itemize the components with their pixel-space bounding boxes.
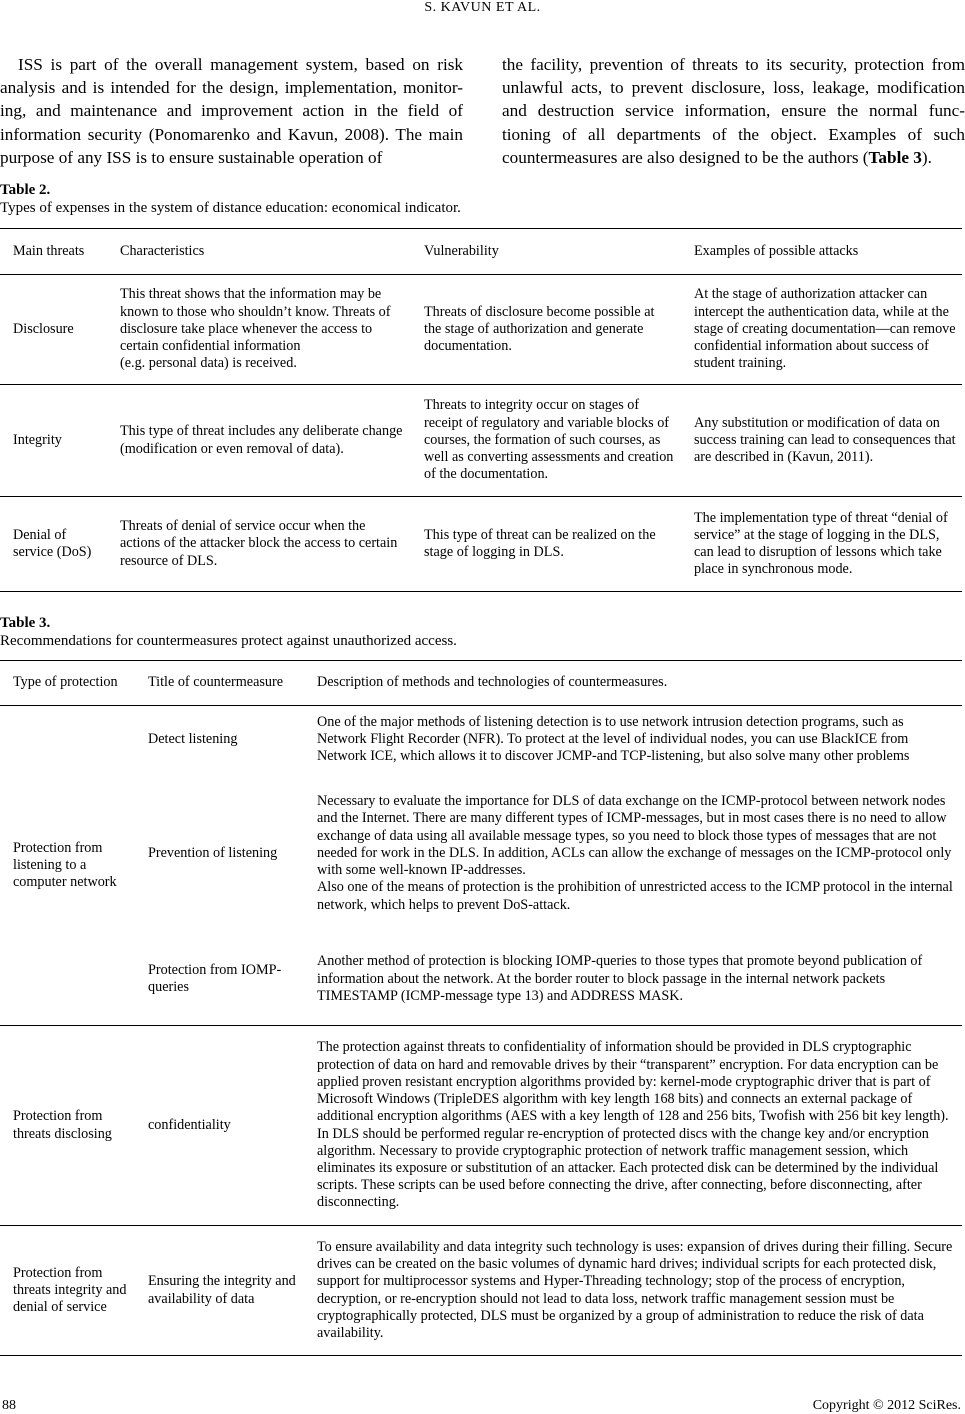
table-2-header-cell: Vulnerability	[411, 229, 681, 275]
table-2-row	[0, 275, 962, 385]
characteristics-cell: Threats of denial of service occur when the actions of the attacker block the access to certain resource of DLS.	[107, 497, 411, 592]
protection-type-cell: Protection from threats integrity and denial of service	[0, 1226, 135, 1356]
table-3-header-cell: Type of protection	[0, 661, 135, 706]
vulnerability-cell: Threats to integrity occur on stages of receipt of regulatory and variable blocks of courses, the formation of such courses, as well as converting assessments and creation of the documentation.	[411, 385, 681, 497]
vulnerability-cell: Threats of disclosure become possible at the stage of authorization and generate documentation.	[411, 275, 681, 385]
table-2-header-cell: Characteristics	[107, 229, 411, 275]
characteristics-cell: This threat shows that the information may be known to those who shouldn’t know. Threats of disclosure take place whenever the access to certain confidential information (e.g. personal data) is received.	[107, 275, 411, 385]
table-2-row	[0, 497, 962, 592]
table-2-header-row	[0, 229, 962, 275]
countermeasure-title-cell: Prevention of listening	[148, 844, 278, 861]
threat-cell: Integrity	[0, 385, 107, 497]
countermeasure-description-cell: The protection against threats to confidentiality of information should be provided in DLS cryptographic protection of data on hard and removable drives by their “transparent” encryption. For data encryption can be applied proven resistant encryption algorithms provided by: kernel-mode cryptographic driver that is part of Microsoft Windows (TripleDES algorithm with key length 168 bits) and connects an external package of additional encryption algorithms (AES with a key length of 128 and 256 bits, Twofish with 256 bit key length). In DLS should be performed regular re-encryption of protected discs with the change key and/or encryption algorithm. Necessary to provide cryptographic protection of network traffic management session, which eliminates its exposure or substitution of an attacker. Each protected disk can be determined by the individual scripts. These scripts can be used before connecting the drive, after connecting, before disconnecting, after disconnecting.	[304, 1026, 962, 1226]
table-3-label: Table 3.	[0, 615, 51, 631]
table-3-title: Recommendations for countermeasures protect against unauthorized access.	[0, 633, 457, 649]
intro-right-text: the facility, prevention of threats to its security, protection from unlawful acts, to prevent disclosure, loss, leakage, modification and destruction service information, ensure the normal func-tioning of all departments of the object. Examples of such countermeasures are also designed to be the authors (	[502, 55, 965, 167]
intro-left-column	[0, 53, 463, 169]
table-2-caption	[0, 181, 965, 217]
protection-type-cell: Protection from threats disclosing	[0, 1026, 135, 1226]
countermeasure-title-cell: Detect listening	[135, 706, 304, 774]
examples-cell: At the stage of authorization attacker can intercept the authentication data, while at the stage of creating documentation—can remove confidential information about success of student training.	[681, 275, 962, 385]
examples-cell: The implementation type of threat “denial of service” at the stage of logging in the DLS, can lead to disruption of lessons which take place in synchronous mode.	[681, 497, 962, 592]
threat-cell: Disclosure	[0, 275, 107, 385]
table-3-row	[0, 706, 962, 774]
intro-text	[0, 53, 965, 169]
examples-cell: Any substitution or modification of data on success training can lead to consequences that are described in (Kavun, 2011).	[681, 385, 962, 497]
protection-type-cell: Protection from listening to a computer network	[0, 706, 135, 1026]
table-3-row	[0, 774, 962, 934]
copyright-notice: Copyright © 2012 SciRes.	[812, 1398, 961, 1413]
table-3-row	[0, 934, 962, 1026]
countermeasure-description-cell: To ensure availability and data integrity such technology is uses: expansion of drives during their filling. Secure drives can be created on the basic volumes of dynamic hard drives; individual scripts for each protected disk, support for multiprocessor systems and Hyper-Threading technology; stop of the process of encryption, decryption, or re-encryption should not lead to data loss, network traffic management session must be cryptographically protected, DLS must be organized by a group of administration to reduce the risk of data availability.	[304, 1226, 962, 1356]
table-3-header-cell: Description of methods and technologies of countermeasures.	[304, 661, 962, 706]
table-3-caption	[0, 614, 965, 650]
countermeasure-title-cell: Protection from IOMP-queries	[148, 962, 282, 996]
intro-right-column	[502, 53, 965, 169]
countermeasure-title-cell: confidentiality	[135, 1026, 304, 1226]
table-2-label: Table 2.	[0, 182, 51, 198]
countermeasure-description-cell: Necessary to evaluate the importance for DLS of data exchange on the ICMP-protocol between network nodes and the Internet. There are many different types of ICMP-messages, but in most cases there is no need to allow exchange of data using all available message types, so you need to block those types of messages that are not needed for work in the DLS. In addition, ACLs can allow the exchange of messages on the ICMP-protocol only with some well-known IP-addresses. Also one of the means of protection is the prohibition of unrestricted access to the ICMP protocol in the internal network, which helps to prevent DoS-attack.	[317, 793, 953, 913]
table-3-row	[0, 1226, 962, 1356]
table-2-header-cell: Main threats	[0, 229, 107, 275]
intro-right-paragraph	[502, 53, 965, 169]
table-2-header-cell: Examples of possible attacks	[681, 229, 962, 275]
intro-left-paragraph: ISS is part of the overall management system, based on risk analysis and is intended for the design, implementation, monitor-ing, and maintenance and improvement action in the field of information security (Ponomarenko and Kavun, 2008). The main purpose of any ISS is to ensure sustainable operation of	[0, 55, 463, 167]
threat-cell: Denial of service (DoS)	[0, 497, 107, 592]
vulnerability-cell: This type of threat can be realized on the stage of logging in DLS.	[411, 497, 681, 592]
running-head: S. KAVUN ET AL.	[424, 0, 541, 15]
page-number: 88	[2, 1398, 16, 1413]
table-2-title: Types of expenses in the system of distance education: economical indicator.	[0, 200, 461, 216]
table-2	[0, 228, 962, 592]
table-3-header-row	[0, 661, 962, 706]
table-3-header-cell: Title of countermeasure	[135, 661, 304, 706]
characteristics-cell: This type of threat includes any deliberate change (modification or even removal of data).	[107, 385, 411, 497]
table-3-row	[0, 1026, 962, 1226]
table-3	[0, 660, 962, 1356]
countermeasure-title-cell: Ensuring the integrity and availability of data	[135, 1226, 304, 1356]
intro-right-end: ).	[921, 147, 932, 167]
table-2-row	[0, 385, 962, 497]
table-3-reference: Table 3	[868, 147, 922, 167]
countermeasure-description-cell: One of the major methods of listening detection is to use network intrusion detection programs, such as Network Flight Recorder (NFR). To protect at the level of individual nodes, you can use BlackICE from Network ICE, which allows it to discover JCMP-and TCP-listening, but also solve many other problems	[304, 706, 962, 774]
countermeasure-description-cell: Another method of protection is blocking IOMP-queries to those types that promote beyond publication of information about the network. At the border router to block passage in the internal network packets TIMESTAMP (ICMP-message type 13) and ADDRESS MASK.	[317, 953, 923, 1004]
